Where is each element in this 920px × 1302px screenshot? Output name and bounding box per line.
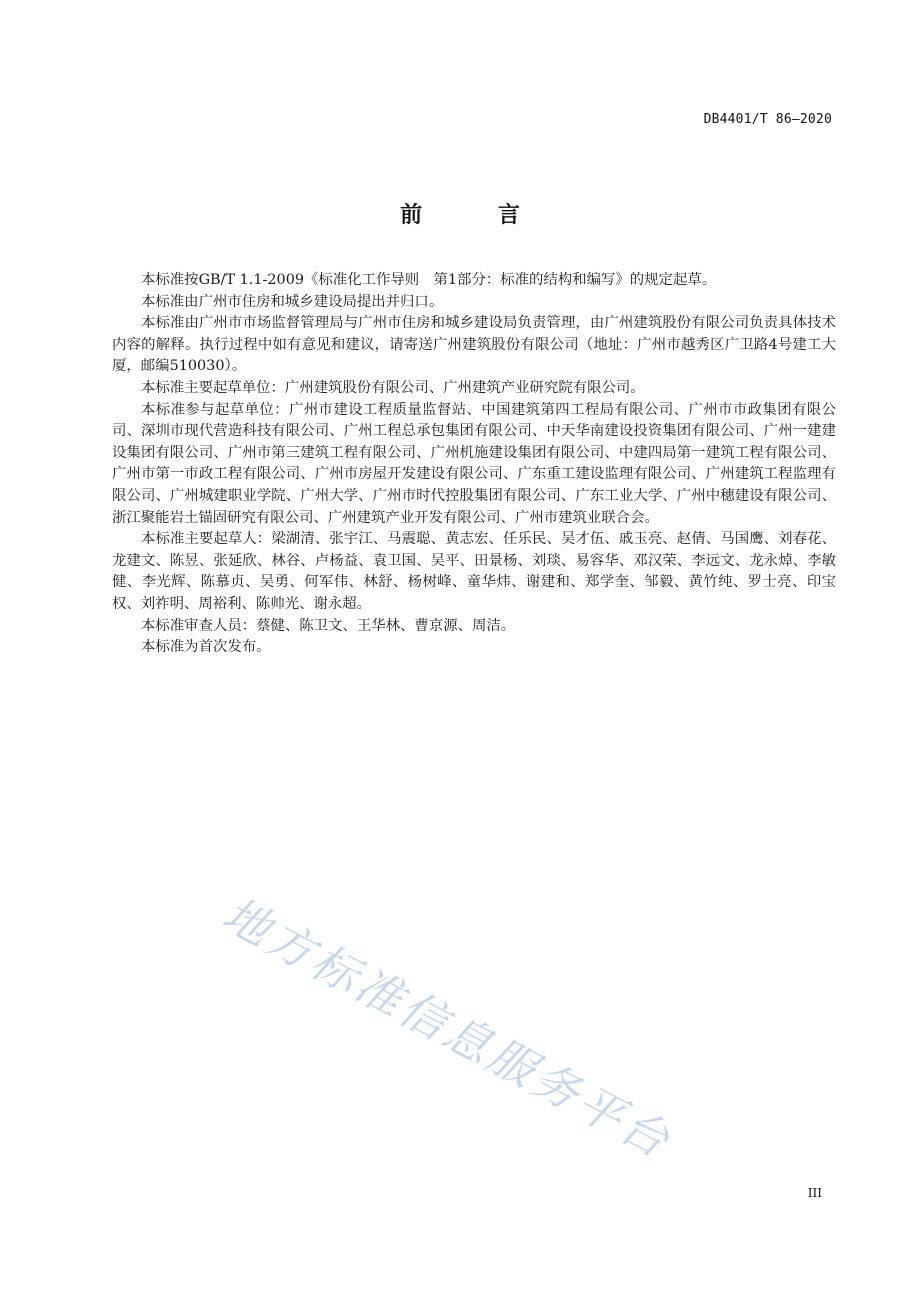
- paragraph-proposer: 本标准由广州市住房和城乡建设局提出并归口。: [141, 293, 444, 310]
- paragraph-participating-units: 本标准参与起草单位：广州市建设工程质量监督站、中国建筑第四工程局有限公司、广州市市政集团有限公司、深圳市现代营造科技有限公司、广州工程总承包集团有限公司、中天华南建设投资集团有限公司、广州一建建设集团有限公司、广州市第三建筑工程有限公司、广州机施建设集团有限公司、中建四局第一建筑工程有限公司、广州市第一市政工程有限公司、广州市房屋开发建设有限公司、广东重工建设监理有限公司、广州建筑工程监理有限公司、广州城建职业学院、广州大学、广州市时代控股集团有限公司、广东工业大学、广州中穗建设有限公司、浙江聚能岩土锚固研究有限公司、广州建筑产业开发有限公司、广州市建筑业联合会。: [112, 401, 836, 526]
- page-number: III: [807, 1186, 822, 1200]
- paragraph-reviewers: 本标准审查人员：蔡健、陈卫文、王华林、曹京源、周洁。: [141, 617, 516, 634]
- standard-code: DB4401/T 86—2020: [703, 112, 832, 127]
- preface-body: [112, 270, 836, 659]
- paragraph-drafting-rules: 本标准按GB/T 1.1-2009《标准化工作导则 第1部分：标准的结构和编写》的规定起草。: [141, 272, 717, 288]
- paragraph-management: 本标准由广州市市场监督管理局与广州市住房和城乡建设局负责管理，由广州建筑股份有限公司负责具体技术内容的解释。执行过程中如有意见和建议，请寄送广州建筑股份有限公司（地址：广州市越秀区广卫路4号建工大厦，邮编510030）。: [112, 315, 836, 375]
- paragraph-main-drafting-units: 本标准主要起草单位：广州建筑股份有限公司、广州建筑产业研究院有限公司。: [141, 379, 645, 396]
- paragraph-main-drafters: 本标准主要起草人：梁湖清、张宇江、马震聪、黄志宏、任乐民、吴才伍、戚玉亮、赵倩、马国鹰、刘春花、龙建文、陈昱、张延欣、林谷、卢杨益、袁卫国、吴平、田景杨、刘琰、易容华、邓汉荣、李远文、龙永焯、李敏健、李光辉、陈慕贞、吴勇、何军伟、林舒、杨树峰、童华炜、谢建和、郑学奎、邹毅、黄竹纯、罗士亮、印宝权、刘祚明、周裕利、陈帅光、谢永超。: [112, 531, 836, 612]
- paragraph-first-release: 本标准为首次发布。: [141, 639, 271, 656]
- page-title: 前 言: [400, 203, 554, 228]
- watermark-text: 地方标准信息服务平台: [213, 886, 681, 1170]
